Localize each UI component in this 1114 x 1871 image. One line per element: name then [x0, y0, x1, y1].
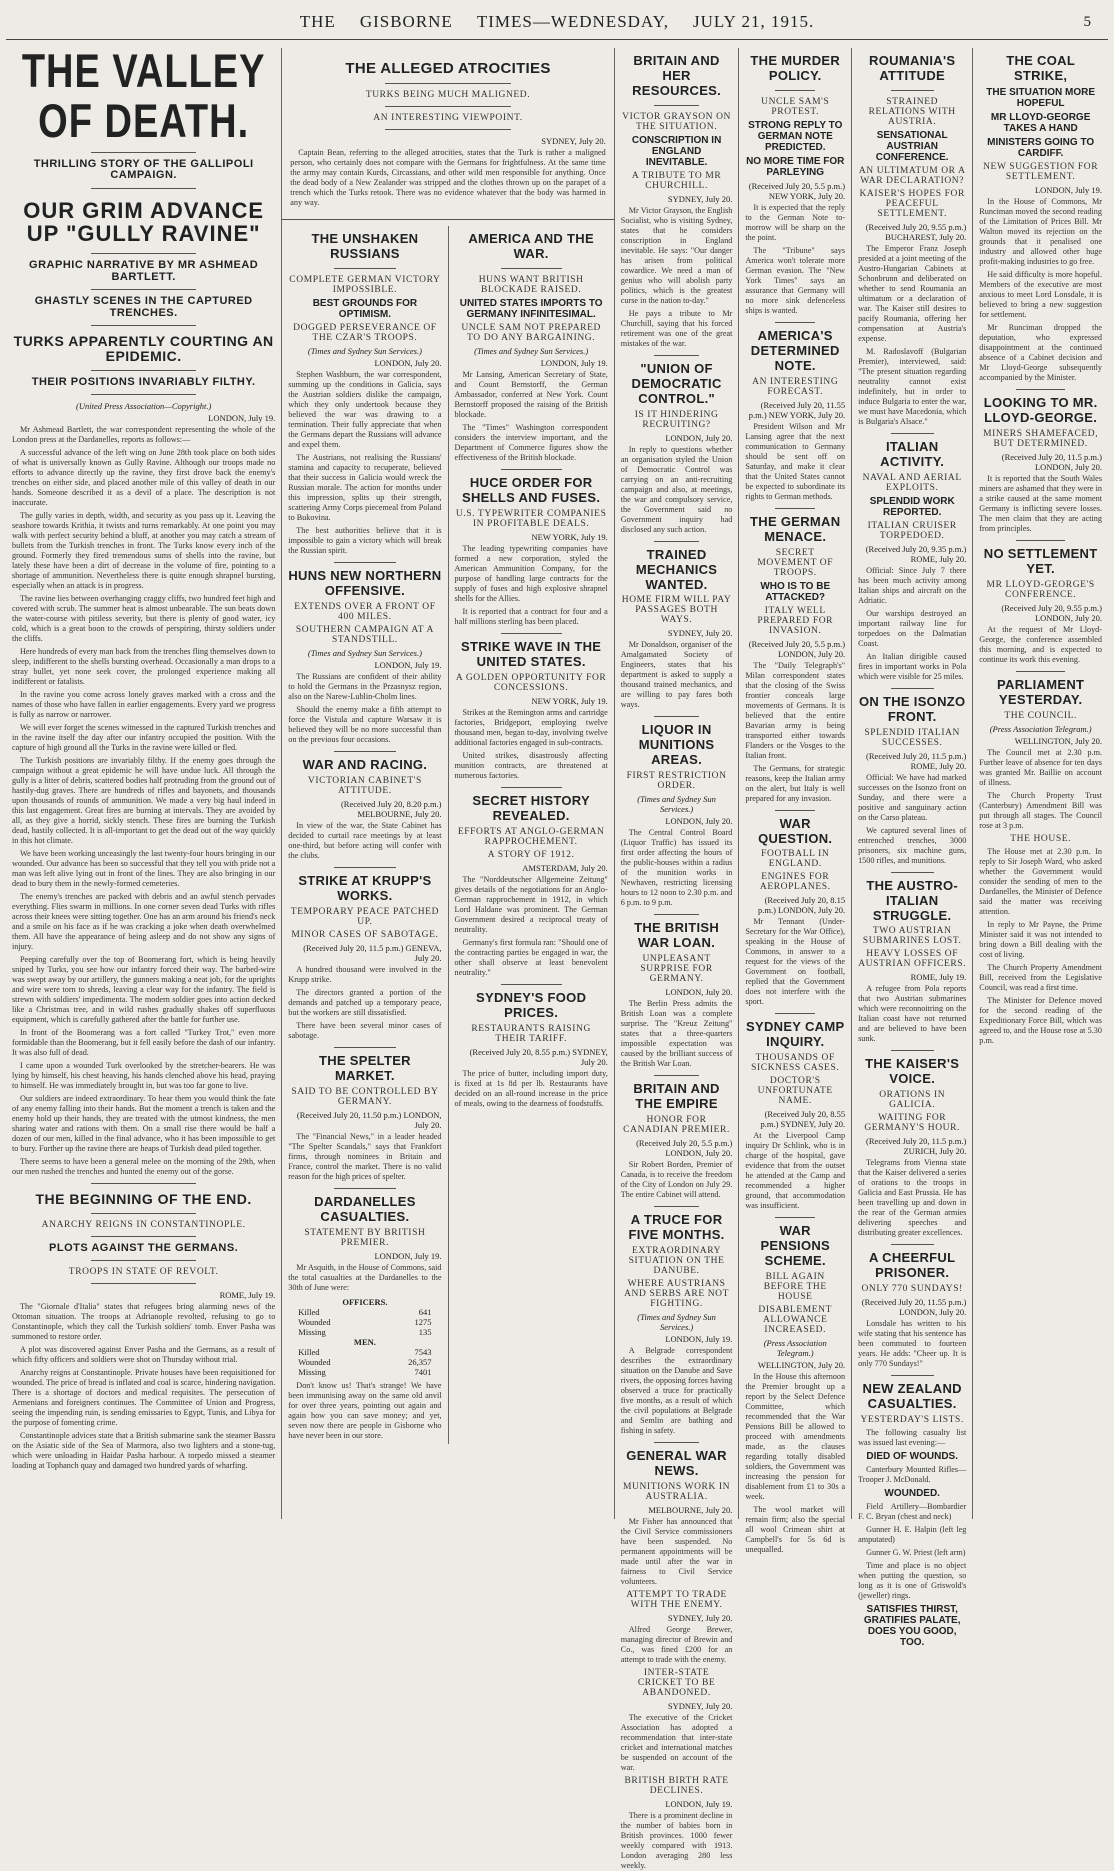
headline-america: AMERICA AND THE WAR. [468, 231, 594, 262]
deck-nzcasualties-1: YESTERDAY'S LISTS. [860, 1415, 964, 1426]
deck-austroitalian-2: HEAVY LOSSES OF AUSTRIAN OFFICERS. [858, 949, 967, 970]
deck-krupp-2: MINOR CASES OF SABOTAGE. [291, 929, 439, 940]
deck-britishwar-1: UNPLEASANT SURPRISE FOR GERMANY. [640, 954, 713, 985]
column-1 [6, 45, 282, 1519]
deck-america-3: UNCLE SAM NOT PREPARED TO DO ANY BARGAINING. [461, 323, 601, 344]
para: We have been working unceasingly the last twenty-four hours bringing in our wounded. Our advance has been so successful that they tell you with pride not a man was left alive lying out in front of the lines. They are also bringing in our dead to bury them in the newly-formed cemeteries. [12, 849, 276, 889]
deck-coal-4: NEW SUGGESTION FOR SETTLEMENT. [983, 161, 1099, 182]
headline-nzcasualties: NEW ZEALAND CASUALTIES. [862, 1381, 962, 1412]
column-4 [615, 48, 740, 1870]
deck-strikewave-1: A GOLDEN OPPORTUNITY FOR CONCESSIONS. [455, 672, 607, 693]
casualty-table [298, 1297, 431, 1377]
para: Field Artillery—Bombardier F. C. Bryan (chest and neck) [858, 1502, 967, 1522]
deck-valley-3: GRAPHIC NARRATIVE BY MR ASHMEAD BARTLETT. [29, 259, 259, 283]
deck-beginning-1: ANARCHY REIGNS IN CONSTANTINOPLE. [41, 1219, 246, 1230]
dateline-isonzo: (Received July 20, 11.5 p.m.) ROME, July 20. [866, 750, 967, 771]
para: United strikes, disastrously affecting munition contracts, are threatened at numerous factories. [454, 750, 608, 780]
para: The ravine lies between overhanging craggy cliffs, two hundred feet high and covered with scrub. The summer heat is almost unbearable. The sun beats down the water-course with pitiless severity, but there is plenty of good water, icy cold, which is a great boon to the crowds of perspiring, thirsty soldiers under the cliffs. [12, 594, 276, 644]
deck-coal-1: THE SITUATION MORE HOPEFUL [986, 86, 1095, 109]
masthead-date: JULY 21, 1915. [692, 12, 815, 31]
deck-warpensions-1: BILL AGAIN BEFORE THE HOUSE [763, 1272, 827, 1303]
para: Don't know us! That's strange! We have been immunising away on the same old anvil for over three years, pointing out again and again how you can save money; and yet, seven now there are people in Gisborne who have never been in our store. [288, 1380, 442, 1440]
deck-krupp-1: TEMPORARY PEACE PATCHED UP. [290, 906, 440, 927]
para: The "Tribune" says America won't tolerate more German evasion. The "New York Times" says an assurance that Germany will no more sink defenceless ships is wanted. [745, 245, 846, 315]
dateline-italian: (Received July 20, 9.35 p.m.) ROME, July 20. [865, 543, 967, 564]
dateline-valley: LONDON, July 19. [208, 413, 276, 424]
para: A successful advance of the left wing on June 28th took place on both sides of what is universally known as Gully Ravine. Although our troops made no efforts to advance directly up the ravine, they first drove back the enemy's trenches on either side, and placed another mile of this valley of death in our hands. Someone described it as a devil of a place. The description is not inaccurate. [12, 448, 276, 508]
deck-murder-3: NO MORE TIME FOR PARLEYING [746, 155, 845, 178]
dateline-strikewave: NEW YORK, July 19. [531, 695, 608, 706]
para: In reply to Mr Payne, the Prime Minister said it was not intended to bring down a Bill dealing with the cost of living. [979, 919, 1102, 959]
dateline-unshaken: LONDON, July 20. [374, 358, 442, 369]
para: In reply to questions whether an organisation styled the Union of Democratic Control was carrying on an anti-recruiting campaign and also, at meetings, the war and compulsory service, the Government said no Government inquiry had disclosed any such action. [620, 444, 733, 534]
deck-coal-2: MR LLOYD-GEORGE TAKES A HAND [990, 111, 1091, 134]
deck-italian-1: NAVAL AND AERIAL EXPLOITS. [862, 472, 962, 493]
para: Mr Asquith, in the House of Commons, said the total casualties at the Dardanelles to the 30th of June were: [288, 1262, 442, 1292]
dateline-spelter: (Received July 20, 11.50 p.m.) LONDON, July 20. [296, 1109, 442, 1130]
deck-huns-1: EXTENDS OVER A FRONT OF 400 MILES. [294, 602, 436, 622]
para: The "Daily Telegraph's" Milan correspondent states that the closing of the Swiss frontier conceals large movements of Germans. It is believed that the entire Bavarian army is being transported either towards Flanders or the Vosges to the Italian front. [745, 660, 846, 760]
para: The price of butter, including import duty, is fixed at 1s 8d per lb. Restaurants have decided on an all-round increase in the price of meals, owing to the dearness of foodstuffs. [454, 1068, 608, 1108]
stat-row: Wounded 26,357 [298, 1356, 432, 1367]
credit-unshaken: (Times and Sydney Sun Services.) [307, 346, 422, 357]
para: Anarchy reigns at Constantinople. Private houses have been requisitioned for wounded. The price of bread is inflated and coal is scarce, hindering navigation. There is a shortage of doctors and medical requisites. The persecution of Armenians and foreigners continues. The Committee of Union and Progress, seeing the impending ruin, is sending emissaries to Egypt, Tunis, and Libya for the purpose of fomenting crime. [12, 1368, 276, 1428]
deck-coal-3: MINISTERS GOING TO CARDIFF. [987, 136, 1095, 159]
deck-warquestion-1: FOOTBALL IN ENGLAND. [761, 849, 830, 870]
para: Constantinople advices state that a British submarine sank the steamer Bassra on the Asiatic side of the Sea of Marmora, also two lighters and a stone-tug, which were unloading in Haidar Pasha harbour. A torpedo missed a steamer loading at Tophanch quay and damaged two hundred yards of wharfing. [12, 1431, 276, 1471]
deck-valley-2: OUR GRIM ADVANCE UP "GULLY RAVINE" [23, 197, 265, 246]
headline-warquestion: WAR QUESTION. [758, 815, 833, 846]
deck-sydneyfood-1: RESTAURANTS RAISING THEIR TARIFF. [471, 1023, 591, 1044]
para: The Germans, for strategic reasons, keep the Italian army on the alert, but Italy is well prepared for any invasion. [745, 763, 846, 803]
headline-huce: HUCE ORDER FOR SHELLS AND FUSES. [462, 475, 601, 506]
para: Alfred George Brewer, managing director of Brewin and Co., was fined £200 for an attempt to trade with the enemy. [620, 1624, 733, 1664]
dateline-americas: (Received July 20, 11.55 p.m.) NEW YORK, July 20. [748, 399, 846, 420]
para: Mr Donaldson, organiser of the Amalgamated Society of Engineers, states that his department is asked to supply a thousand trained mechanics, and are willing to pay fares both ways. [620, 640, 733, 710]
para: M. Radoslavoff (Bulgarian Premier), interviewed, said: "The present situation regarding neutrality cannot exist indefinitely, but in order to induce Bulgaria to enter the war, we must have Macedonia, which is Bulgaria's Alsace." [858, 346, 967, 426]
subcolumns [282, 226, 613, 1443]
para: The following casualty list was issued last evening:— [858, 1428, 967, 1448]
deck-empire-1: HONOR FOR CANADIAN PREMIER. [623, 1115, 730, 1135]
deck-beginning-2: PLOTS AGAINST THE GERMANS. [49, 1241, 239, 1254]
deck-menace-2: WHO IS TO BE ATTACKED? [760, 580, 831, 603]
men-caption: MEN. [353, 1336, 376, 1347]
para: The Austrians, not realising the Russians' stamina and capacity to recuperate, believed that their success in Galicia would wreck the Russian morale. The action for months under this impression, splits up their strength, scattering Army Corps piecemeal from Poland to Bukovina. [288, 453, 442, 523]
deck-kaiser-1: ORATIONS IN GALICIA. [879, 1090, 946, 1111]
para: Strikes at the Remington arms and cartridge factories, Bridgeport, employing twelve thousand men, began to-day, involving twelve additional factories engaged in sub-contracts. [454, 707, 608, 747]
story-alleged [282, 48, 613, 213]
para: A Belgrade correspondent describes the extraordinary situation on the Danube and Save rivers, the opposing forces having observed a truce for practically five months, as a result of which the civil populations at Belgrade and Semlin are bathing and fishing in safety. [620, 1345, 733, 1435]
headline-alleged: THE ALLEGED ATROCITIES [345, 60, 551, 77]
para: I came upon a wounded Turk overlooked by the stretcher-bearers. He was lying by himself, his chest heaving, his hands clenched above his head, praying to himself. He was immediately brought in, but was too far gone to live. [12, 1061, 276, 1091]
headline-liquor: LIQUOR IN MUNITIONS AREAS. [638, 722, 715, 768]
para: In the House this afternoon the Premier brought up a report by the Select Defence Committee, which recommended that the War Pensions Bill be allowed to proceed with amendments made, as the clauses regarding totally disabled soldiers, the Government was increasing the pension for disablement from £1 to 30s a week. [745, 1372, 846, 1502]
headline-parliament: PARLIAMENT YESTERDAY. [997, 676, 1085, 707]
para: Telegrams from Vienna state that the Kaiser delivered a series of orations to the troops in Galicia and East Prussia. He has been travelling up and down in the rear of the German armies delivering speeches and distributing greater excellences. [858, 1158, 967, 1238]
para: The Minister for Defence moved for the second reading of the Expeditionary Force Bill, which was agreed to, and the House rose at 5.30 p.m. [979, 995, 1102, 1045]
dateline-empire: (Received July 20, 5.5 p.m.) LONDON, July 20. [636, 1138, 733, 1158]
deck-looking-1: MINERS SHAMEFACED, BUT DETERMINED. [983, 428, 1099, 449]
deck-america-2: UNITED STATES IMPORTS TO GERMANY INFINITESIMAL. [459, 298, 603, 321]
para: Mr Fisher has announced that the Civil Service commissioners have been suspended. No permanent appointments will be made until after the war in fairness to Civil Service volunteers. [620, 1516, 733, 1586]
para: Mr Tennant (Under-Secretary for the War Office), speaking in the House of Commons, in answer to a request for the views of the Government on football, replied that the Government does not interfere with the sport. [745, 917, 846, 1007]
dateline-udc: LONDON, July 20. [665, 432, 733, 443]
deck-sydneycamp-2: DOCTOR'S UNFORTUNATE NAME. [757, 1076, 833, 1107]
credit-liquor: (Times and Sydney Sun Services.) [637, 794, 716, 815]
stat-row: Killed 641 [298, 1306, 432, 1317]
para: It is reported that a contract for four and a half millions sterling has been placed. [454, 607, 608, 626]
column-7 [973, 48, 1108, 1519]
deck-britain-1: VICTOR GRAYSON ON THE SITUATION. [622, 111, 732, 132]
para: Mr Runciman dropped the deputation, who expressed disappointment at the continued absence of a Cabinet decision and Mr Lloyd-George subsequently accompanied by the Minister. [979, 322, 1102, 382]
deck-spelter-1: SAID TO BE CONTROLLED BY GERMANY. [291, 1086, 439, 1107]
deck-truce-2: WHERE AUSTRIANS AND SERBS ARE NOT FIGHTING. [624, 1278, 730, 1309]
column-6 [852, 48, 973, 1649]
deck-britain-3: A TRIBUTE TO MR CHURCHILL. [631, 170, 722, 191]
deck-austroitalian-1: TWO AUSTRIAN SUBMARINES LOST. [862, 926, 962, 947]
headline-warracing: WAR AND RACING. [302, 757, 428, 772]
deck-alleged-1: TURKS BEING MUCH MALIGNED. [365, 90, 531, 101]
deck-unshaken-2: BEST GROUNDS FOR OPTIMISM. [312, 298, 418, 321]
para: Here hundreds of every man back from the trenches fling themselves down to sleep, indifferent to the shells bursting overhead. Occasionally a man drops to a stray bullet, yet none seek cover, the prolonged experience making all indifferent or fatalists. [12, 647, 276, 687]
deck-dardanelles-1: STATEMENT BY BRITISH PREMIER. [304, 1227, 426, 1248]
para: In front of the Boomerang was a fort called "Turkey Trot," even more formidable than the Boomerang, but it fell easily before the dash of our infantry. It was also full of dead. [12, 1028, 276, 1058]
headline-empire: BRITAIN AND THE EMPIRE [633, 1081, 720, 1112]
headline-strikewave: STRIKE WAVE IN THE UNITED STATES. [461, 639, 602, 669]
headline-beginning: THE BEGINNING OF THE END. [35, 1191, 252, 1208]
masthead-name: GISBORNE [359, 12, 453, 31]
headline-murder: THE MURDER POLICY. [750, 53, 841, 83]
headline-truce: A TRUCE FOR FIVE MONTHS. [628, 1212, 725, 1242]
deck-murder-2: STRONG REPLY TO GERMAN NOTE PREDICTED. [748, 119, 843, 153]
dateline-generalwar: MELBOURNE, July 20. [648, 1504, 733, 1515]
deck-cheerful-1: ONLY 770 SUNDAYS! [861, 1284, 963, 1295]
dateline-coal: LONDON, July 19. [1034, 184, 1102, 195]
headline-settlement: NO SETTLEMENT YET. [983, 545, 1098, 576]
para: A hundred thousand were involved in the Krupp strike. [288, 964, 442, 984]
para: The "Financial News," in a leader headed "The Spelter Scandals," says that Frankfort firms, through nominees in Britain and France, control the market. There is no valid reason for the high prices of spelter. [288, 1131, 442, 1181]
deck-sydneycamp-1: THOUSANDS OF SICKNESS CASES. [751, 1053, 840, 1074]
para: Mr Lansing, American Secretary of State, and Count Bernstorff, the German Ambassador, conferred at New York. Count Bernstorff proposed the raising of the British blockade. [454, 370, 608, 420]
deck-americas-1: AN INTERESTING FORECAST. [752, 376, 839, 397]
para: The Berlin Press admits the British Loan was a complete surprise. The "Kreuz Zeitung" states that a three-quarters impossible expectation was caused by the brilliant success of the British War Loan. [620, 999, 733, 1069]
deck-roumania-3: AN ULTIMATUM OR A WAR DECLARATION? [858, 165, 966, 186]
para: In the ravine you come across lonely graves marked with a cross and the names of those who have fallen in earlier engagements. Every yard we progress is fully as narrow or narrower. [12, 690, 276, 720]
page-number: 5 [1083, 13, 1092, 30]
para: Germany's first formula ran: "Should one of the contracting parties be engaged in war, the other shall observe at least benevolent neutrality." [454, 937, 608, 977]
headline-roumania: ROUMANIA'S ATTITUDE [869, 53, 956, 83]
para: Our soldiers are indeed extraordinary. To hear them you would think the fate of any enemy falling into their hands. But the moment a trench is taken and the enemy hold up their hands, they are treated with the utmost kindness, the men sharing water and rations with them. On a small rise there would be half a dozen of our men, killed in the final advance, who it has been impossible to get to bury. Further up the ravine there are heaps of Turkish dead piled together. [12, 1094, 276, 1154]
dateline-truce: LONDON, July 19. [665, 1333, 733, 1344]
headline-unshaken: THE UNSHAKEN RUSSIANS [311, 231, 419, 262]
para: The Turkish positions are invariably filthy. If the enemy goes through the campaign without a great epidemic he will have undue luck. All through the gully is a litter of debris, scattered bodies half protruding from the ground out of hastily-dug graves. There are hundreds of rifles and bayonets, and thousands upon thousands of rounds of ammunition. We made a very big haul indeed in this last engagement. Great fires are burning at intervals. They are avoided by all, as they give a horrid, sickly stench. These fires are burning the Turkish dead, hastily collected. It is all-important to get the dead out of the way quickly in this hot climate. [12, 756, 276, 846]
deck-secret-1: EFFORTS AT ANGLO-GERMAN RAPPROCHEMENT. [457, 826, 605, 847]
para: The best authorities believe that it is impossible to gain a victory which will break the Russian spirit. [288, 526, 442, 556]
dateline-menace: (Received July 20, 5.5 p.m.) LONDON, July 20. [748, 638, 846, 659]
headline-italian: ITALIAN ACTIVITY. [880, 438, 945, 469]
para: Gunner G. W. Priest (left arm) [866, 1548, 966, 1558]
dateline-kaiser: (Received July 20, 11.5 p.m.) ZURICH, July 20. [866, 1136, 967, 1157]
headline-birthrate: BRITISH BIRTH RATE DECLINES. [624, 1775, 729, 1796]
deck-menace-1: SECRET MOVEMENT OF TROOPS. [757, 547, 834, 578]
para: The Central Control Board (Liquor Traffic) has issued its first order affecting the hours of the public-houses within a radius of the munition works in Newhaven, restricting licensing hours to 12 noon to 2.30 p.m. and 6 p.m. to 9 p.m. [620, 828, 733, 908]
para: Gunner H. E. Halpin (left leg amputated) [858, 1525, 967, 1545]
para: The "Norddeutscher Allgemeine Zeitung" gives details of the negotiations for an Anglo-German rapprochement in 1912, in which Lord Haldane was prominent. The German Government desired a reciprocal treaty of neutrality. [454, 874, 608, 934]
para: The executive of the Cricket Association has adopted a recommendation that inter-state cricket and international matches be suspended on account of the war. [620, 1712, 733, 1772]
headline-udc: "UNION OF DEMOCRATIC CONTROL." [631, 360, 722, 406]
dateline-alleged: SYDNEY, July 20. [541, 136, 606, 147]
deck-generalwar-1: MUNITIONS WORK IN AUSTRALIA. [623, 1481, 731, 1502]
deck-liquor-1: FIRST RESTRICTION ORDER. [626, 771, 727, 792]
credit-warpensions: (Press Association Telegram.) [763, 1338, 827, 1359]
dateline-liquor: LONDON, July 20. [665, 816, 733, 827]
para: In view of the war, the State Cabinet has decided to curtail race meetings by at least one-third, but before acting will confer with the clubs. [288, 820, 442, 860]
deck-unshaken-1: COMPLETE GERMAN VICTORY IMPOSSIBLE. [289, 275, 441, 296]
deck-murder-1: UNCLE SAM'S PROTEST. [761, 96, 830, 117]
dateline-roumania: (Received July 20, 9.55 p.m.) BUCHAREST, July 20. [865, 221, 967, 242]
para: The "Giornale d'Italia" states that refugees bring alarming news of the Ottoman situation. The troops at Adrianople revolted, refusing to go to Constantinople, which they call the Turkish soldiers' tomb. Enver Pasha was summoned to restore order. [12, 1302, 276, 1342]
headline-cheerful: A CHEERFUL PRISONER. [869, 1250, 956, 1281]
dateline-cheerful: (Received July 20, 11.55 p.m.) LONDON, July 20. [861, 1297, 967, 1318]
stat-row: Wounded 1275 [298, 1316, 432, 1327]
dateline-beginning: ROME, July 19. [219, 1290, 276, 1301]
dateline-sydneyfood: (Received July 20, 8.55 p.m.) SYDNEY, July 20. [469, 1046, 608, 1067]
stat-row: Killed 7543 [298, 1346, 432, 1357]
para: The gully varies in depth, width, and security as you pass up it. Leaving the seashore towards Krithia, it twists and turns remarkably. At one point you may walk with perfect security behind a bluff, at another you may catch a stream of bullets from the Turkish trenches in front. The Turks know every inch of the ground. Formerly they fired tremendous sums of shells into the ravine, but lately these have been a dirt of decrease in the volume of fire, pointing to a shortage of ammunition. Nevertheless there is quite enough shrapnel bursting, especially when an attack is in progress. [12, 511, 276, 591]
headline-americas: AMERICA'S DETERMINED NOTE. [750, 327, 840, 373]
column-2 [282, 226, 448, 1443]
deck-udc-1: IS IT HINDERING RECRUITING? [634, 409, 719, 430]
dateline-america: LONDON, July 19. [540, 358, 608, 369]
dateline-huce: NEW YORK, July 19. [531, 532, 608, 542]
column-3 [449, 226, 614, 1443]
masthead-rest: TIMES—WEDNESDAY, [476, 12, 669, 31]
deck-america-1: HUNS WANT BRITISH BLOCKADE RAISED. [478, 275, 584, 296]
credit-huns: (Times and Sydney Sun Services.) [307, 648, 422, 658]
para: Lonsdale has written to his wife stating that his sentence has been commuted to fourteen years. He adds: "Cheer up. It is only 770 Sundays!" [858, 1319, 967, 1369]
para: The Council met at 2.30 p.m. Further leave of absence for ten days was granted Mr. Baillie on account of illness. [979, 747, 1102, 787]
deck-isonzo-1: SPLENDID ITALIAN SUCCESSES. [864, 727, 961, 748]
para: The Russians are confident of their ability to hold the Germans in the Przasnysz region, also on the Narew-Lublin-Cholm lines. [288, 672, 442, 701]
deck-trained-1: HOME FIRM WILL PAY PASSAGES BOTH WAYS. [621, 595, 732, 626]
para: The "Times" Washington correspondent considers the interview important, and the Department of Commerce figures show the effectiveness of the British blockade. [454, 423, 608, 463]
dateline-trained: SYDNEY, July 20. [667, 628, 733, 639]
headline-huns: HUNS NEW NORTHERN OFFENSIVE. [288, 568, 442, 599]
dateline-britain: SYDNEY, July 20. [667, 193, 733, 204]
dateline-birthrate: LONDON, July 19. [665, 1798, 733, 1809]
headline-warpensions: WAR PENSIONS SCHEME. [760, 1223, 831, 1269]
columns [6, 45, 1108, 1870]
dateline-britishwar: LONDON, July 20. [665, 987, 733, 998]
headline-britishwar: THE BRITISH WAR LOAN. [634, 920, 720, 951]
para: In the House of Commons, Mr Runciman moved the second reading of the Limitation of Prices Bill. Mr Walton moved its rejection on the grounds that it penalised one industry and allowed other huge profit-making industries to go free. [979, 196, 1102, 266]
stat-row: Missing 135 [298, 1326, 432, 1337]
headline-looking: LOOKING TO MR. LLOYD-GEORGE. [983, 394, 1098, 425]
headline-coal: THE COAL STRIKE, [1006, 53, 1076, 83]
headline-spelter: THE SPELTER MARKET. [318, 1052, 411, 1083]
para: Time and place is no object when putting the question, so long as it is one of Griswold's (jeweller) rings. [858, 1561, 967, 1601]
para: The enemy's trenches are packed with debris and an awful stench pervades everything. Flies swarm in millions. In one corner seven dead Turks with rifles across their knees were sitting together. One has an arm around his friend's neck and a smile on his face as if he was cracking a joke when death overwhelmed them. All have the appearance of being asleep and do not show any signs of injury. [12, 892, 276, 952]
dateline-krupp: (Received July 20, 11.5 p.m.) GENEVA, July 20. [303, 942, 442, 963]
headline-menace: THE GERMAN MENACE. [750, 513, 841, 544]
para: Peeping carefully over the top of Boomerang fort, which is being heavily sniped by Turks, you see how our infantry forced their way. The barbed-wire was swept away by our artillery, the gunners making a neat job, for the uprights and wire were torn to shreds, leaving a clear way for the infantry. The field is strewn with soldiers' impedimenta. The modern soldier goes into action decked like a Christmas tree, and in wild rushes gradually shakes off superfluous equipment, which is carefully gathered after the battle for further use. [12, 955, 276, 1025]
deck-beginning-3: TROOPS IN STATE OF REVOLT. [68, 1267, 219, 1278]
deck-secret-2: A STORY OF 1912. [487, 849, 575, 860]
headline-attempt: ATTEMPT TO TRADE WITH THE ENEMY. [626, 1589, 727, 1610]
para: There have been several minor cases of sabotage. [288, 1020, 442, 1040]
para: We will ever forget the scenes witnessed in the captured Turkish trenches and in the ravine itself the day after our infantry occupied the position. With the capture of high ground all the Turks in the ravine were killed or fled. [12, 723, 276, 753]
dateline-murder: (Received July 20, 5.5 p.m.) NEW YORK, July 20. [748, 180, 846, 201]
dateline-settlement: (Received July 20, 9.55 p.m.) LONDON, July 20. [1001, 602, 1102, 623]
dateline-sydneycamp: (Received July 20, 8.55 p.m.) SYDNEY, July 20. [760, 1109, 846, 1130]
para: Mr Victor Grayson, the English Socialist, who is visiting Sydney, states that he considers conscription in England inevitable. He says: "Our danger has arisen from political cowardice. We need a man of genius who will abolish party politics, which is the greatest curse in the nation to-day." [620, 205, 733, 305]
para: At the request of Mr Lloyd-George, the conference assembled this morning, and is expected to continue its work this evening. [979, 624, 1102, 664]
credit-truce: (Times and Sydney Sun Services.) [637, 1311, 716, 1332]
deck-alleged-2: AN INTERESTING VIEWPOINT. [373, 113, 523, 124]
para: At the Liverpool Camp inquiry Dr Schlink, who is in charge of the hospital, gave evidence that from the outset he attended at the Camp and recommended a higher ground, that accommodation was insufficient. [745, 1131, 846, 1211]
dateline-huns: LONDON, July 19. [374, 660, 442, 670]
deck-parliament-2: THE HOUSE. [1010, 833, 1072, 844]
dateline-warquestion: (Received July 20, 8.15 p.m.) LONDON, July 20. [757, 895, 846, 916]
para: Stephen Washburn, the war correspondent, summing up the conditions in Galicia, says the Austrian soldiers dislike the campaign, which they only undertook because they believed the war was drawing to a termination. Their fully appreciate that when the Germans depart the Russians will advance and expel them. [288, 370, 442, 450]
para: We captured several lines of entrenched trenches, 3000 prisoners, six machine guns, 1500 rifles, and munitions. [858, 825, 967, 865]
headline-trained: TRAINED MECHANICS WANTED. [635, 546, 718, 592]
stat-row: Missing 7401 [298, 1366, 432, 1377]
deck-warquestion-2: ENGINES FOR AEROPLANES. [759, 872, 831, 893]
para: Canterbury Mounted Rifles—Trooper J. McDonald. [858, 1465, 967, 1485]
para: It is expected that the reply to the German Note to-morrow will be sharp on the the point. [745, 202, 846, 242]
deck-roumania-4: KAISER'S HOPES FOR PEACEFUL SETTLEMENT. [859, 188, 965, 219]
para: Sir Robert Borden, Premier of Canada, is to receive the freedom of the City of London on July 29. The entire Cabinet will attend. [620, 1160, 733, 1199]
died-heading: DIED OF WOUNDS. [866, 1451, 959, 1463]
deck-unshaken-3: DOGGED PERSEVERANCE OF THE CZAR'S TROOPS. [293, 323, 437, 344]
para: An Italian dirigible caused fires in important works in Pola which were visible for 25 miles. [858, 651, 967, 681]
deck-valley-5: TURKS APPARENTLY COURTING AN EPIDEMIC. [13, 333, 274, 364]
headline-valley: THE VALLEY OF DEATH. [21, 45, 266, 148]
deck-settlement-1: MR LLOYD-GEORGE'S CONFERENCE. [986, 579, 1095, 600]
para: Official: Since July 7 there has been much activity among Italian ships and aircraft on the Adriatic. [858, 565, 967, 605]
para: A refugee from Pola reports that two Austrian submarines which were reconnoitring on the Italian coast have not returned and are believed to have been sunk. [858, 984, 967, 1044]
headline-isonzo: ON THE ISONZO FRONT. [858, 693, 966, 724]
para: There seems to have been a general melee on the morning of the 29th, when our men rushed the trenches and hunted the enemy out of the gorse. [12, 1157, 276, 1177]
masthead [0, 0, 1114, 44]
advertisement: SATISFIES THIRST, GRATIFIES PALATE, DOES YOU GOOD, TOO. [863, 1604, 961, 1649]
para: It is reported that the South Wales miners are ashamed that they were in a strike caused at the same moment Germany is inflicting severe losses. The men claim that they are acting from principles. [979, 473, 1102, 533]
column-2-3 [282, 48, 614, 1519]
deck-roumania-1: STRAINED RELATIONS WITH AUSTRIA. [868, 96, 956, 127]
deck-italian-3: ITALIAN CRUISER TORPEDOED. [867, 520, 957, 541]
para: Our warships destroyed an important railway line for torpedoes on the Dalmatian Coast. [858, 608, 967, 648]
para: Mr Ashmead Bartlett, the war correspondent representing the whole of the London press at the Dardanelles, reports as follows:— [12, 425, 276, 445]
deck-britain-2: CONSCRIPTION IN ENGLAND INEVITABLE. [631, 134, 722, 168]
para: He pays a tribute to Mr Churchill, saying that his forced retirement was one of the great mistakes of the war. [620, 308, 733, 348]
deck-valley-6: THEIR POSITIONS INVARIABLY FILTHY. [31, 375, 256, 388]
para: There is a prominent decline in the number of babies born in British provinces. 1000 fewer weekly compared with 1913. London averaging 280 less weekly. [620, 1810, 733, 1870]
dateline-dardanelles: LONDON, July 19. [374, 1250, 442, 1261]
deck-valley-4: GHASTLY SCENES IN THE CAPTURED TRENCHES. [34, 295, 253, 319]
headline-sydneycamp: SYDNEY CAMP INQUIRY. [746, 1019, 845, 1050]
deck-italian-2: SPLENDID WORK REPORTED. [869, 495, 955, 518]
dateline-looking: (Received July 20, 11.5 p.m.) LONDON, July 20. [1001, 451, 1102, 472]
para: The Church Property Amendment Bill, received from the Legislative Council, was read a first time. [979, 962, 1102, 992]
dateline-austroitalian: ROME, July 19. [910, 972, 967, 983]
dateline-parliament: WELLINGTON, July 20. [1014, 735, 1102, 746]
headline-generalwar: GENERAL WAR NEWS. [626, 1447, 727, 1478]
headline-interstate: INTER-STATE CRICKET TO BE ABANDONED. [637, 1667, 716, 1698]
para: The wool market will remain firm; also the special all wool Crimean shirt at Campbell's for 5s 6d is unequalled. [745, 1505, 846, 1555]
headline-dardanelles: DARDANELLES CASUALTIES. [314, 1193, 416, 1224]
deck-huns-2: SOUTHERN CAMPAIGN AT A STANDSTILL. [295, 625, 434, 645]
para: Captain Bean, referring to the alleged atrocities, states that the Turk is rather a maligned person, who certainly does not compare with the Germans for frightfulness. At the same time the army may contain Kurds, Circassians, and other wild men responsible for anything. Once the dead body of a New Zealander was stripped and the clothes thrown up on the parapet of a trench which the Turks retook. There was no evidence whatever that the body was harmed in any way. [290, 148, 606, 208]
para: He said difficulty is more hopeful. Members of the executive are most anxious to meet Lord Lonsdale, it is believed to bring a new suggestion for settlement. [979, 269, 1102, 319]
dateline-warpensions: WELLINGTON, July 20. [757, 1360, 846, 1371]
para: Should the enemy make a fifth attempt to force the Vistula and capture Warsaw it is believed they will be no more successful than on the previous four occasions. [288, 705, 442, 744]
headline-kaiser: THE KAISER'S VOICE. [865, 1056, 960, 1087]
para: Official: We have had marked successes on the Isonzo front on Sunday, and there were a positive and sanguinary action on the Carso plateau. [858, 772, 967, 822]
headline-secret: SECRET HISTORY REVEALED. [472, 792, 590, 823]
para: The directors granted a portion of the demands and patched up a temporary peace, but the workers are still dissatisfied. [288, 987, 442, 1017]
officers-caption: OFFICERS. [342, 1296, 388, 1307]
deck-warpensions-2: DISABLEMENT ALLOWANCE INCREASED. [758, 1305, 833, 1336]
headline-britain: BRITAIN AND HER RESOURCES. [632, 53, 722, 98]
wounded-heading: WOUNDED. [884, 1488, 940, 1500]
deck-parliament-1: THE COUNCIL. [1004, 710, 1077, 721]
dateline-warracing: (Received July 20, 8.20 p.m.) MELBOURNE, July 20. [340, 798, 442, 819]
deck-warracing-1: VICTORIAN CABINET'S ATTITUDE. [307, 775, 422, 796]
headline-austroitalian: THE AUSTRO-ITALIAN STRUGGLE. [866, 877, 959, 923]
deck-huce-1: U.S. TYPEWRITER COMPANIES IN PROFITABLE DEALS. [455, 509, 607, 529]
deck-truce-1: EXTRAORDINARY SITUATION ON THE DANUBE. [628, 1245, 725, 1276]
credit-valley: (United Press Association—Copyright.) [76, 401, 212, 412]
headline-krupp: STRIKE AT KRUPP'S WORKS. [298, 872, 432, 903]
headline-sydneyfood: SYDNEY'S FOOD PRICES. [476, 989, 587, 1020]
para: The leading typewriting companies have formed a new corporation, styled the American Ammunition Company, for the purpose of handling large contracts for the supply of fuses and high explosive shrapnel shells for the Allies. [454, 544, 608, 603]
deck-kaiser-2: WAITING FOR GERMANY'S HOUR. [864, 1113, 961, 1134]
deck-valley-1: THRILLING STORY OF THE GALLIPOLI CAMPAIGN. [33, 157, 254, 182]
para: The Emperor Franz Joseph presided at a joint meeting of the Austro-Hungarian Cabinets at Schonbrunn and deliberated on whether to send Roumania an ultimatum or a declaration of war. The Kaiser still desires to pacify Roumania, offering her compensation at Austria's expense. [858, 243, 967, 343]
dateline-attempt: SYDNEY, July 20. [667, 1612, 733, 1623]
credit-parliament: (Press Association Telegram.) [989, 723, 1092, 734]
para: The House met at 2.30 p.m. In reply to Sir Joseph Ward, who asked whether the Government would consider the sending of men to the Dardanelles, the Minister of Defence said the matter was receiving attention. [979, 846, 1102, 916]
masthead-the: THE [299, 12, 336, 31]
para: The Church Property Trust (Canterbury) Amendment Bill was put through all stages. The Council rose at 3 p.m. [979, 790, 1102, 830]
para: A plot was discovered against Enver Pasha and the Germans, as a result of which fifty officers and soldiers were shot on Thursday without trial. [12, 1345, 276, 1365]
dateline-secret: AMSTERDAM, July 20. [522, 862, 608, 873]
deck-menace-3: ITALY WELL PREPARED FOR INVASION. [757, 605, 834, 636]
column-5 [739, 48, 852, 1555]
dateline-interstate: SYDNEY, July 20. [667, 1700, 733, 1711]
deck-roumania-2: SENSATIONAL AUSTRIAN CONFERENCE. [875, 129, 949, 163]
para: President Wilson and Mr Lansing agree that the next communication to Germany should be sent off on Saturday, and make it clear that the United States cannot be expected to subordinate its rights to German methods. [745, 421, 846, 501]
credit-america: (Times and Sydney Sun Services.) [474, 346, 589, 357]
